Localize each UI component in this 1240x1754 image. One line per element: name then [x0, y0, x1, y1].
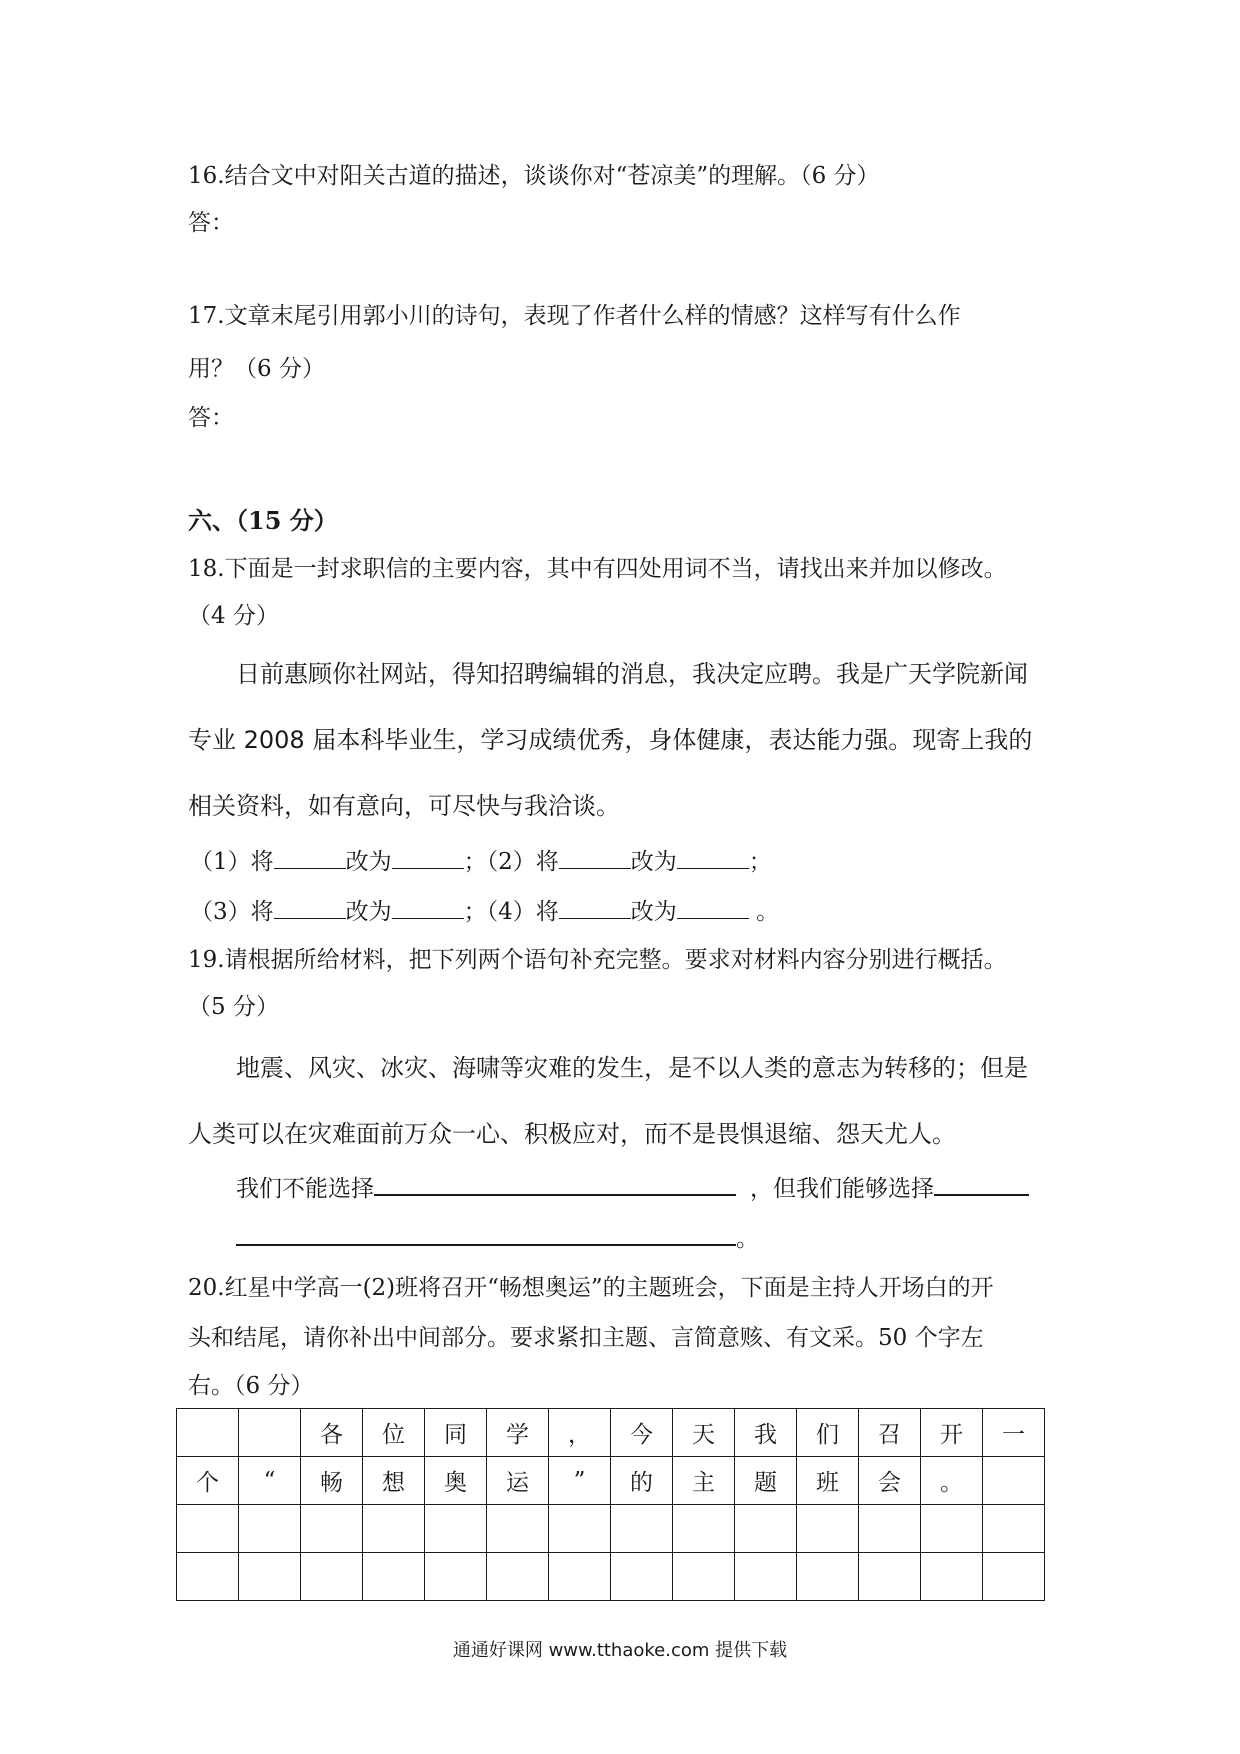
grid-cell[interactable] [797, 1505, 859, 1553]
grid-cell[interactable] [425, 1505, 487, 1553]
grid-cell[interactable]: 同 [425, 1409, 487, 1457]
grid-cell[interactable]: ， [549, 1409, 611, 1457]
fill-blank[interactable] [677, 846, 749, 869]
grid-cell[interactable]: 班 [797, 1457, 859, 1505]
grid-cell[interactable] [549, 1553, 611, 1601]
q19-fill-part2: ，但我们能够选择 [750, 1176, 934, 1202]
grid-cell[interactable] [177, 1553, 239, 1601]
q20-prompt-line3: 右。（6 分） [188, 1373, 314, 1399]
q20-writing-grid[interactable] [176, 1408, 1045, 1601]
q19-fill-end: 。 [736, 1226, 759, 1252]
grid-cell[interactable] [177, 1505, 239, 1553]
q18-passage-line2: 专业 2008 届本科毕业生，学习成绩优秀，身体健康，表达能力强。现寄上我的 [188, 726, 1033, 754]
q18-prompt-line1: 18.下面是一封求职信的主要内容，其中有四处用词不当，请找出来并加以修改。 [188, 556, 1007, 582]
grid-cell[interactable]: “ [239, 1457, 301, 1505]
fill-change-label: 改为 [345, 899, 392, 925]
grid-cell[interactable]: 学 [487, 1409, 549, 1457]
grid-cell[interactable]: 题 [735, 1457, 797, 1505]
fill-sep: ； [748, 849, 772, 875]
grid-cell[interactable]: 。 [921, 1457, 983, 1505]
grid-cell[interactable] [611, 1553, 673, 1601]
q19-passage-line1: 地震、风灾、冰灾、海啸等灾难的发生，是不以人类的意志为转移的；但是 [236, 1054, 1028, 1082]
q18-prompt-line2: （4 分） [188, 603, 279, 629]
grid-cell[interactable] [983, 1553, 1045, 1601]
q18-fill-row2 [190, 896, 779, 928]
grid-cell[interactable] [425, 1553, 487, 1601]
q16-prompt: 16.结合文中对阳关古道的描述，谈谈你对“苍凉美”的理解。（6 分） [188, 163, 880, 189]
grid-cell[interactable] [549, 1505, 611, 1553]
section6-heading: 六、（15 分） [188, 506, 338, 535]
q19-blank-1[interactable] [374, 1172, 736, 1196]
q19-prompt-line2: （5 分） [188, 994, 279, 1020]
q19-passage-line2: 人类可以在灾难面前万众一心、积极应对，而不是畏惧退缩、怨天尤人。 [188, 1120, 956, 1148]
grid-cell[interactable] [487, 1553, 549, 1601]
grid-cell[interactable]: 各 [301, 1409, 363, 1457]
grid-cell[interactable]: 一 [983, 1409, 1045, 1457]
grid-row [177, 1553, 1045, 1601]
grid-cell[interactable] [983, 1457, 1045, 1505]
fill-blank[interactable] [559, 846, 631, 869]
q16-answer-label: 答： [188, 210, 234, 236]
grid-cell[interactable] [673, 1553, 735, 1601]
grid-cell[interactable]: 天 [673, 1409, 735, 1457]
grid-cell[interactable]: 奥 [425, 1457, 487, 1505]
q19-fill-part1: 我们不能选择 [236, 1176, 374, 1202]
grid-cell[interactable] [735, 1553, 797, 1601]
grid-cell[interactable]: 主 [673, 1457, 735, 1505]
q19-fill-row2 [236, 1222, 759, 1255]
q18-passage [188, 641, 1058, 839]
fill-change-label: 改为 [630, 899, 677, 925]
q19-passage [188, 1035, 1058, 1167]
fill-item1-num: （1）将 [190, 849, 274, 875]
q20-prompt-line1: 20.红星中学高一(2)班将召开“畅想奥运”的主题班会，下面是主持人开场白的开 [188, 1275, 994, 1301]
q18-passage-line3: 相关资料，如有意向，可尽快与我洽谈。 [188, 792, 620, 820]
grid-cell[interactable] [177, 1409, 239, 1457]
q19-prompt-line1: 19.请根据所给材料，把下列两个语句补充完整。要求对材料内容分别进行概括。 [188, 947, 1007, 973]
grid-cell[interactable]: 运 [487, 1457, 549, 1505]
grid-cell[interactable]: 位 [363, 1409, 425, 1457]
grid-cell[interactable] [673, 1505, 735, 1553]
grid-cell[interactable]: 畅 [301, 1457, 363, 1505]
fill-blank[interactable] [274, 846, 346, 869]
q18-passage-line1: 日前惠顾你社网站，得知招聘编辑的消息，我决定应聘。我是广天学院新闻 [236, 660, 1028, 688]
grid-cell[interactable]: ” [549, 1457, 611, 1505]
grid-cell[interactable] [859, 1553, 921, 1601]
grid-cell[interactable] [611, 1505, 673, 1553]
fill-item4-num: （4）将 [486, 899, 559, 925]
grid-cell[interactable] [363, 1553, 425, 1601]
grid-cell[interactable] [301, 1505, 363, 1553]
grid-cell[interactable]: 我 [735, 1409, 797, 1457]
footer-credit: 通通好课网 www.tthaoke.com 提供下载 [452, 1640, 788, 1661]
q19-fill-row [236, 1172, 1029, 1205]
fill-blank[interactable] [274, 896, 346, 919]
grid-cell[interactable] [363, 1505, 425, 1553]
grid-cell[interactable]: 会 [859, 1457, 921, 1505]
grid-cell[interactable] [921, 1553, 983, 1601]
grid-cell[interactable]: 个 [177, 1457, 239, 1505]
grid-cell[interactable] [239, 1505, 301, 1553]
grid-cell[interactable]: 想 [363, 1457, 425, 1505]
grid-cell[interactable] [239, 1553, 301, 1601]
fill-end: 。 [748, 899, 780, 925]
grid-cell[interactable]: 的 [611, 1457, 673, 1505]
q18-fill-row1 [190, 846, 772, 878]
grid-cell[interactable] [797, 1553, 859, 1601]
grid-row [177, 1505, 1045, 1553]
q19-blank-2[interactable] [934, 1172, 1029, 1196]
grid-cell[interactable]: 召 [859, 1409, 921, 1457]
grid-cell[interactable] [921, 1505, 983, 1553]
q17-answer-label: 答： [188, 405, 234, 431]
grid-cell[interactable] [239, 1409, 301, 1457]
fill-sep: ； [463, 899, 487, 925]
grid-row [177, 1409, 1045, 1457]
grid-cell[interactable]: 们 [797, 1409, 859, 1457]
q17-prompt-line2: 用？（6 分） [188, 356, 325, 382]
fill-item2-num: （2）将 [486, 849, 559, 875]
grid-cell[interactable] [859, 1505, 921, 1553]
q19-blank-3[interactable] [236, 1222, 736, 1246]
fill-change-label: 改为 [345, 849, 392, 875]
fill-blank[interactable] [392, 846, 464, 869]
fill-blank[interactable] [559, 896, 631, 919]
grid-cell[interactable] [983, 1505, 1045, 1553]
grid-cell[interactable] [301, 1553, 363, 1601]
grid-cell[interactable]: 开 [921, 1409, 983, 1457]
fill-item3-num: （3）将 [190, 899, 274, 925]
fill-sep: ； [463, 849, 487, 875]
q20-prompt-line2: 头和结尾，请你补出中间部分。要求紧扣主题、言简意赅、有文采。50 个字左 [188, 1325, 984, 1351]
q17-prompt-line1: 17.文章末尾引用郭小川的诗句，表现了作者什么样的情感？这样写有什么作 [188, 303, 961, 329]
grid-cell[interactable] [735, 1505, 797, 1553]
fill-blank[interactable] [392, 896, 464, 919]
grid-row [177, 1457, 1045, 1505]
fill-blank[interactable] [677, 896, 749, 919]
fill-change-label: 改为 [630, 849, 677, 875]
grid-cell[interactable] [487, 1505, 549, 1553]
grid-cell[interactable]: 今 [611, 1409, 673, 1457]
